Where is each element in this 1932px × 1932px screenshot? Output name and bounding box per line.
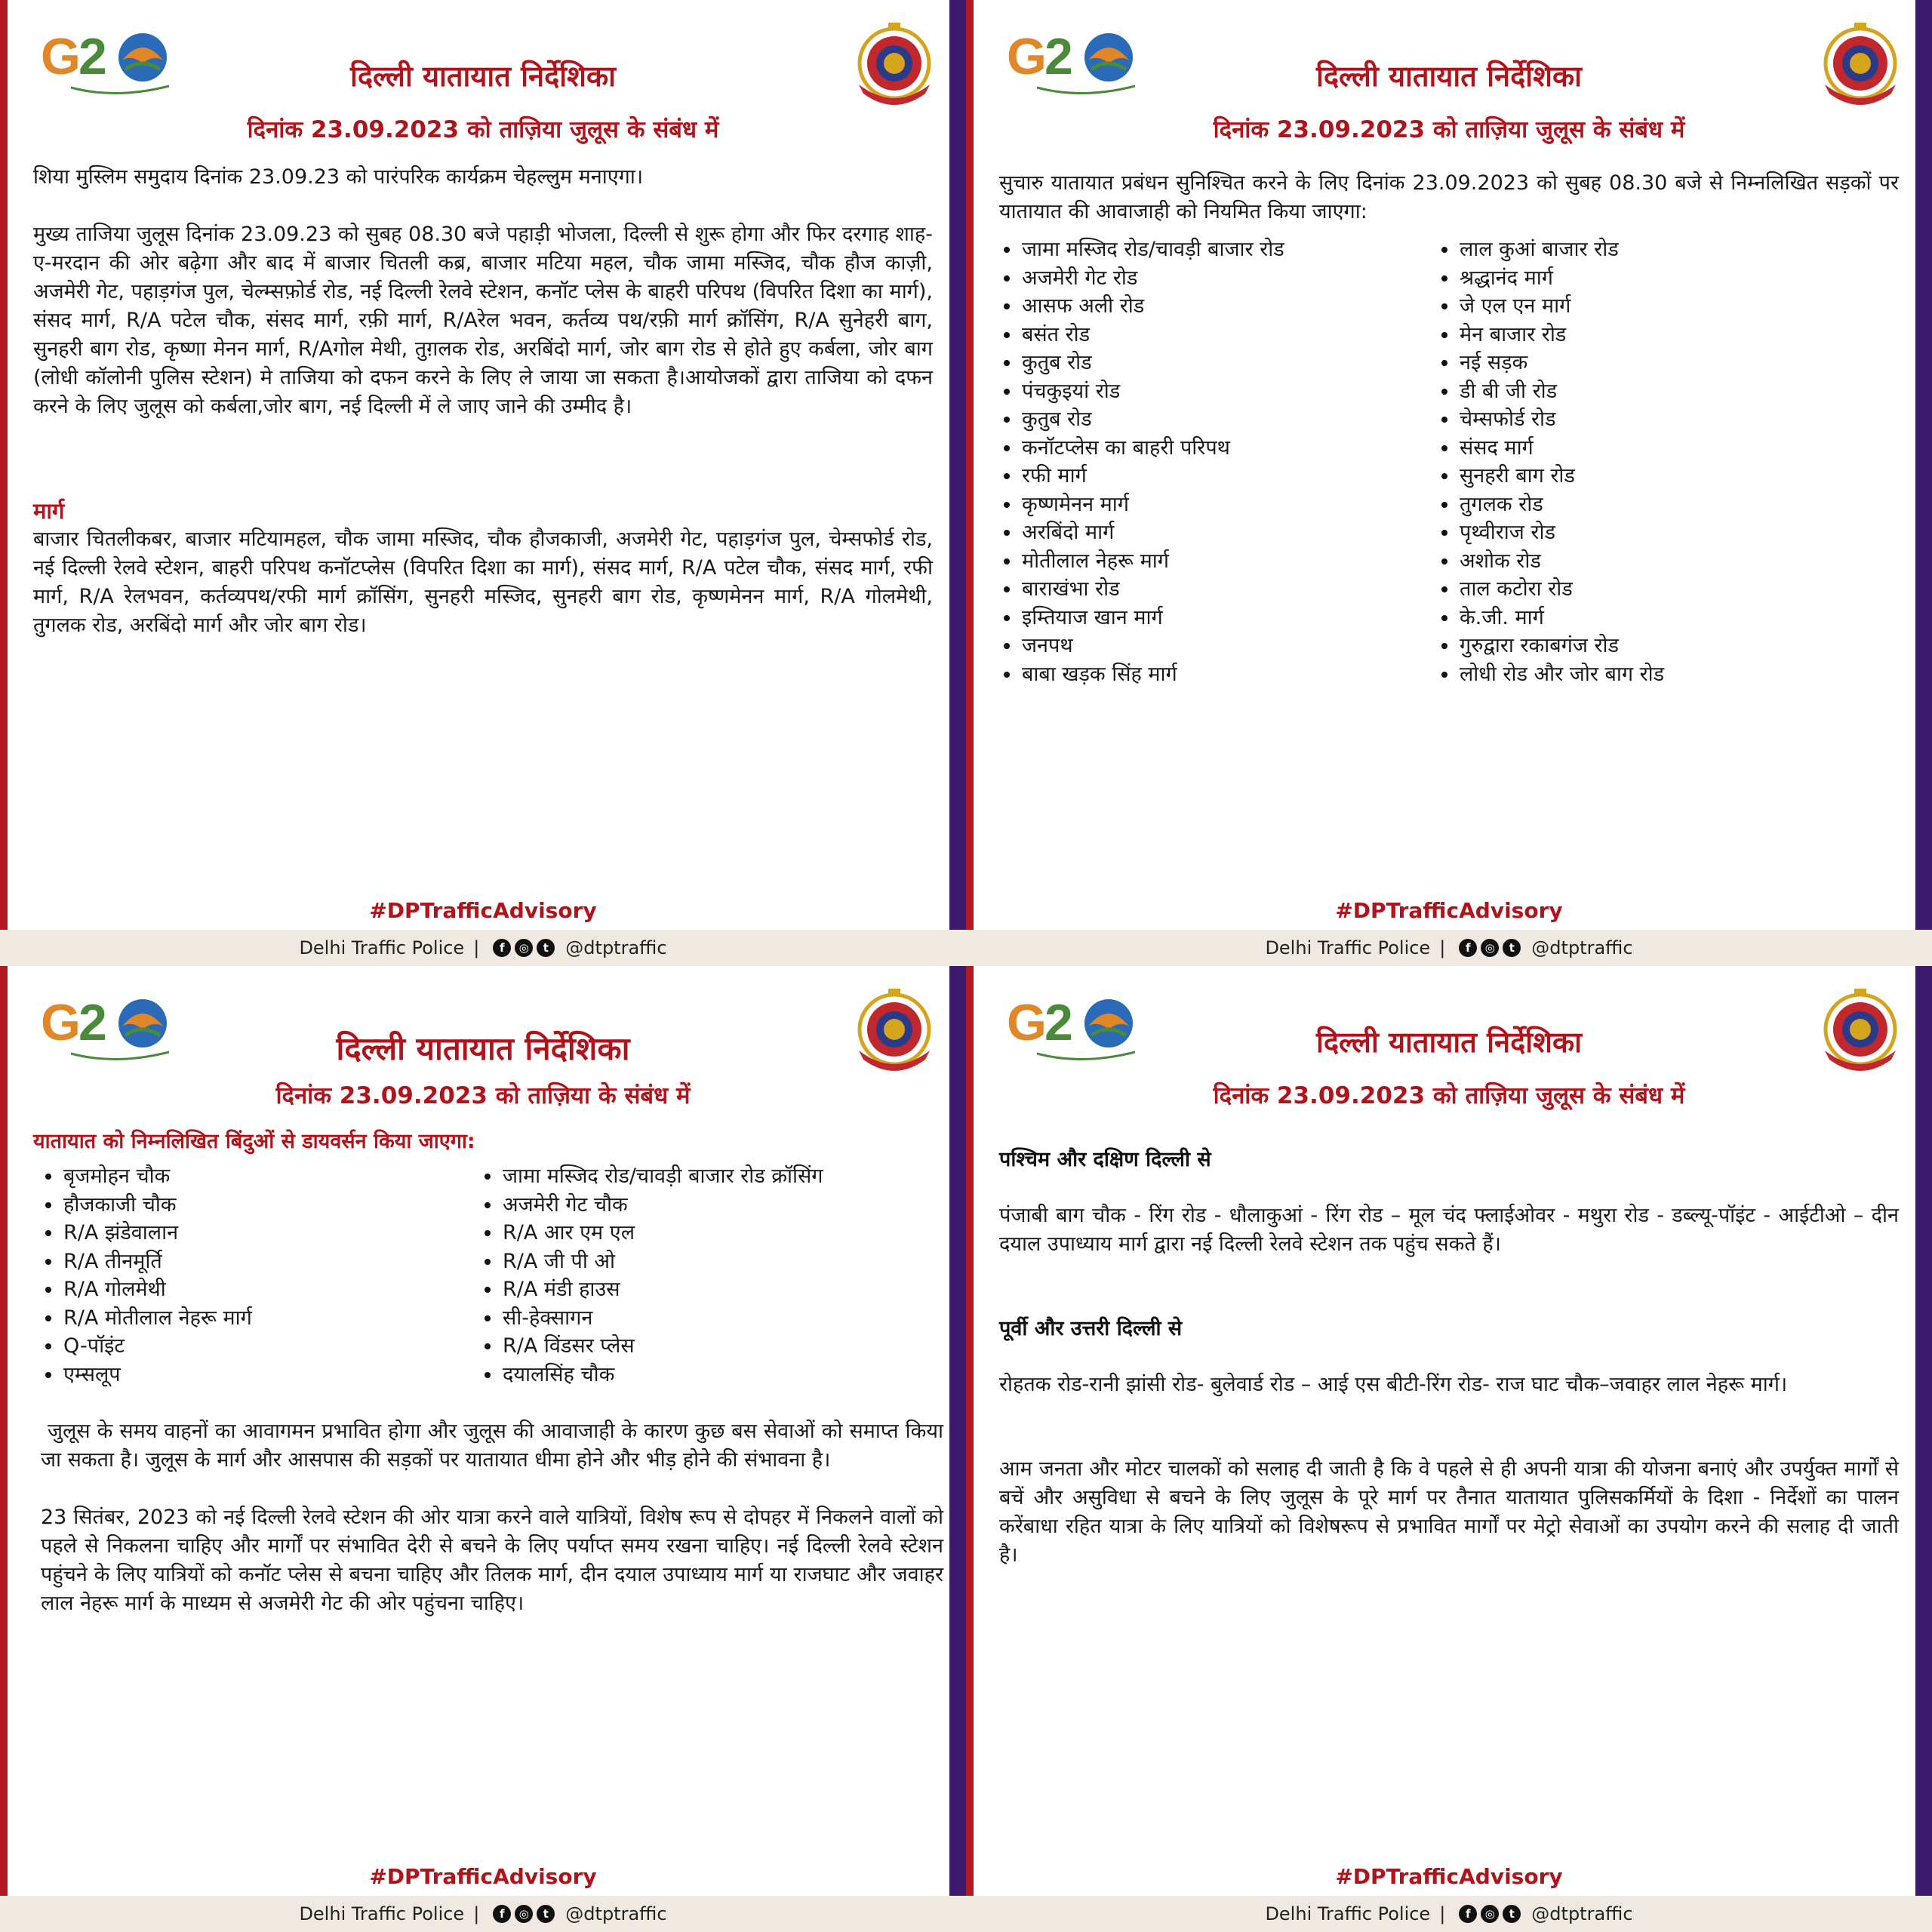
road-list-item: अरबिंदो मार्ग	[999, 518, 1437, 547]
route-text: बाजार चितलीकबर, बाजार मटियामहल, चौक जामा मस्जिद, चौक हौजकाजी, अजमेरी गेट, पहाड़गंज पुल, चेम्सफोर्ड रोड, नई दिल्ली रेलवे स्टेशन, बाहरी परिपथ कनॉटप्लेस (विपरित दिशा का मार्ग), संसद मार्ग, R/A पटेल चौक, संसद मार्ग, रफी मार्ग, R/A रेलभवन, कर्तव्यपथ/रफी मार्ग क्रॉसिंग, सुनहरी मस्जिद, सुनहरी बाग रोड, कृष्णमेनन मार्ग, R/A गोलमेथी, तुगलक रोड, अरबिंदो मार्ग और जोर बाग रोड।	[33, 528, 933, 637]
procession-text: मुख्य ताजिया जुलूस दिनांक 23.09.23 को सुबह 08.30 बजे पहाड़ी भोजला, दिल्ली से शुरू होगा और फिर दरगाह शाह-ए-मरदान की ओर बढ़ेगा और बाद में बाजार चितली कब्र, बाजार मटिया महल, चौक जामा मस्जिद, चौक हौज काज़ी, अजमेरी गेट, पहाड़गंज पुल, चेल्म्सफ़ोर्ड रोड, नई दिल्ली रेलवे स्टेशन, कनॉट प्लेस के बाहरी परिपथ (विपरित दिशा का मार्ग), संसद मार्ग, R/A पटेल चौक, संसद मार्ग, रफ़ी मार्ग, R/Aरेल भवन, कर्तव्य पथ/रफ़ी मार्ग क्रॉसिंग, R/A सुनेहरी बाग, सुनहरी बाग रोड, कृष्णा मेनन मार्ग, R/Aगोल मेथी, तुग़लक रोड, अरबिंदो मार्ग, जोर बाग रोड से होते हुए कर्बला, जोर बाग (लोधी कॉलोनी पुलिस स्टेशन) मे ताजिया को दफन करने के लिए ले जाया जा सकता है।आयोजकों द्वारा ताजिया को दफन करने के लिए जुलूस को कर्बला,जोर बाग, नई दिल्ली में ले जाए जाने की उम्मीद है।	[33, 223, 933, 418]
footer	[0, 930, 966, 966]
instagram-icon[interactable]: ◎	[1481, 1905, 1499, 1923]
road-list-item: बाबा खड़क सिंह मार्ग	[999, 660, 1437, 689]
footer-name: Delhi Traffic Police	[1265, 937, 1431, 958]
road-list-item: पृथ्वीराज रोड	[1437, 518, 1664, 547]
page-subtitle: दिनांक 23.09.2023 को ताज़िया जुलूस के संबंध में	[247, 116, 719, 143]
diversion-point-item: R/A तीनमूर्ति	[41, 1247, 480, 1276]
public-advice-text: आम जनता और मोटर चालकों को सलाह दी जाती है कि वे पहले से ही अपनी यात्रा की योजना बनाएं और उपर्युक्त मार्गों से बचें और असुविधा से बचने के लिए जुलूस के पूरे मार्ग पर तैनात यातायात पुलिसकर्मियों के दिशा - निर्देशों का पालन करेंबाधा रहित यात्रा के लिए यात्रियों को विशेषरूप से प्रभावित मार्गों पर मेट्रो सेवाओं का उपयोग करने की सलाह दी जाती है।	[999, 1457, 1900, 1567]
road-list-item: श्रद्धानंद मार्ग	[1437, 264, 1664, 293]
diversion-point-item: जामा मस्जिद रोड/चावड़ी बाजार रोड क्रॉसिंग	[480, 1162, 823, 1191]
page-title: दिल्ली यातायात निर्देशिका	[336, 1030, 630, 1067]
diversion-point-item: अजमेरी गेट चौक	[480, 1191, 823, 1220]
roads-right-column	[1437, 235, 1664, 688]
diversion-point-item: R/A गोलमेथी	[41, 1275, 480, 1304]
road-list-item: संसद मार्ग	[1437, 434, 1664, 463]
road-list-item: कनॉटप्लेस का बाहरी परिपथ	[999, 434, 1437, 463]
railway-advice-text: 23 सितंबर, 2023 को नई दिल्ली रेलवे स्टेशन की ओर यात्रा करने वाले यात्रियों, विशेष रूप से दोपहर में निकलने वालों को पहले से निकलना चाहिए और मार्गों पर संभावित देरी से बचने के लिए पर्याप्त समय रखना चाहिए। नई दिल्ली रेलवे स्टेशन पहुंचने के लिए यात्रियों को कनॉट प्लेस से बचना चाहिए और तिलक मार्ग, दीन दयाल उपाध्याय मार्ग या राजघाट और जवाहर लाल नेहरू मार्ग के माध्यम से अजमेरी गेट की ओर पहुंचना चाहिए।	[41, 1506, 943, 1615]
social-icons	[1459, 1905, 1521, 1923]
twitter-icon[interactable]: t	[537, 1905, 555, 1923]
footer-separator: |	[473, 1903, 480, 1924]
road-list-item: चेम्सफोर्ड रोड	[1437, 405, 1664, 434]
road-list-item: मेन बाजार रोड	[1437, 321, 1664, 349]
page-subtitle: दिनांक 23.09.2023 को ताज़िया के संबंध में	[275, 1082, 691, 1109]
diversion-point-item: Q-पॉइंट	[41, 1332, 480, 1361]
diversion-point-item: R/A आर एम एल	[480, 1219, 823, 1247]
panel1-body	[33, 163, 933, 640]
west-south-heading: पश्चिम और दक्षिण दिल्ली से	[999, 1148, 1211, 1171]
diversion-point-item: बृजमोहन चौक	[41, 1162, 480, 1191]
footer-handle[interactable]: @dtptraffic	[565, 937, 667, 958]
instagram-icon[interactable]: ◎	[515, 1905, 533, 1923]
road-list-item: के.जी. मार्ग	[1437, 604, 1664, 632]
panel2-body	[999, 169, 1899, 688]
footer	[966, 930, 1932, 966]
road-list-item: पंचकुइयां रोड	[999, 377, 1437, 406]
roads-left-column	[999, 235, 1437, 688]
instagram-icon[interactable]: ◎	[1481, 939, 1499, 957]
road-list-item: जनपथ	[999, 632, 1437, 660]
road-list-item: डी बी जी रोड	[1437, 377, 1664, 406]
footer-separator: |	[473, 937, 480, 958]
diversion-point-item: एम्सलूप	[41, 1361, 480, 1389]
east-north-heading: पूर्वी और उत्तरी दिल्ली से	[999, 1317, 1183, 1340]
footer-handle[interactable]: @dtptraffic	[1531, 937, 1633, 958]
road-list-item: गुरुद्वारा रकाबगंज रोड	[1437, 632, 1664, 660]
hashtag[interactable]: #DPTrafficAdvisory	[1335, 1864, 1563, 1889]
twitter-icon[interactable]: t	[1503, 1905, 1521, 1923]
social-icons	[1459, 939, 1521, 957]
road-list-item: कुतुब रोड	[999, 349, 1437, 377]
east-north-route: रोहतक रोड-रानी झांसी रोड- बुलेवार्ड रोड – आई एस बीटी-रिंग रोड- राज घाट चौक–जवाहर लाल नेहरू मार्ग।	[999, 1373, 1788, 1396]
diversion-point-item: R/A झंडेवालान	[41, 1219, 480, 1247]
road-list-item: नई सड़क	[1437, 349, 1664, 377]
footer-separator: |	[1439, 1903, 1446, 1924]
footer-handle[interactable]: @dtptraffic	[565, 1903, 667, 1924]
twitter-icon[interactable]: t	[1503, 939, 1521, 957]
west-south-route: पंजाबी बाग चौक - रिंग रोड - धौलाकुआं - रिंग रोड – मूल चंद फ्लाईओवर - मथुरा रोड - डब्ल्यू-पॉइंट - आईटीओ – दीन दयाल उपाध्याय मार्ग द्वारा नई दिल्ली रेलवे स्टेशन तक पहुंच सकते हैं।	[999, 1204, 1899, 1256]
page-subtitle: दिनांक 23.09.2023 को ताज़िया जुलूस के संबंध में	[1213, 116, 1685, 143]
page-subtitle: दिनांक 23.09.2023 को ताज़िया जुलूस के संबंध में	[1213, 1082, 1685, 1109]
points-left-column	[41, 1162, 480, 1389]
diversion-point-item: R/A मंडी हाउस	[480, 1275, 823, 1304]
points-right-column	[480, 1162, 823, 1389]
road-list-item: अशोक रोड	[1437, 547, 1664, 576]
regulated-roads-list	[999, 235, 1899, 688]
road-list-item: बाराखंभा रोड	[999, 575, 1437, 604]
road-list-item: कुतुब रोड	[999, 405, 1437, 434]
regulation-intro: सुचारु यातायात प्रबंधन सुनिश्चित करने के लिए दिनांक 23.09.2023 को सुबह 08.30 बजे से निम्नलिखित सड़कों पर यातायात की आवाजाही को नियमित किया जाएगा:	[999, 171, 1899, 223]
advisory-panel-3	[0, 966, 966, 1932]
hashtag[interactable]: #DPTrafficAdvisory	[1335, 898, 1563, 923]
diversion-point-item: सी-हेक्सागन	[480, 1304, 823, 1333]
advisory-panel-4	[966, 966, 1932, 1932]
footer-name: Delhi Traffic Police	[1265, 1903, 1431, 1924]
diversion-point-item: हौजकाजी चौक	[41, 1191, 480, 1220]
diversion-point-item: R/A जी पी ओ	[480, 1247, 823, 1276]
footer	[0, 1896, 966, 1932]
intro-text: शिया मुस्लिम समुदाय दिनांक 23.09.23 को पारंपरिक कार्यक्रम चेहल्लुम मनाएगा।	[33, 165, 644, 189]
social-icons	[493, 1905, 555, 1923]
road-list-item: बसंत रोड	[999, 321, 1437, 349]
road-list-item: इम्तियाज खान मार्ग	[999, 604, 1437, 632]
facebook-icon[interactable]: f	[1459, 939, 1477, 957]
road-list-item: कृष्णमेनन मार्ग	[999, 491, 1437, 519]
road-list-item: लाल कुआं बाजार रोड	[1437, 235, 1664, 264]
page-title: दिल्ली यातायात निर्देशिका	[350, 60, 616, 93]
social-icons	[493, 939, 555, 957]
diversion-point-item: दयालसिंह चौक	[480, 1361, 823, 1389]
road-list-item: रफी मार्ग	[999, 462, 1437, 491]
road-list-item: सुनहरी बाग रोड	[1437, 462, 1664, 491]
road-list-item: अजमेरी गेट रोड	[999, 264, 1437, 293]
road-list-item: ताल कटोरा रोड	[1437, 575, 1664, 604]
road-list-item: लोधी रोड और जोर बाग रोड	[1437, 660, 1664, 689]
page-title: दिल्ली यातायात निर्देशिका	[1316, 60, 1582, 93]
route-heading: मार्ग	[33, 498, 65, 524]
page-title: दिल्ली यातायात निर्देशिका	[1316, 1026, 1582, 1059]
footer-separator: |	[1439, 937, 1446, 958]
diversion-points-list	[41, 1162, 943, 1389]
facebook-icon[interactable]: f	[1459, 1905, 1477, 1923]
hashtag[interactable]: #DPTrafficAdvisory	[369, 1864, 597, 1889]
twitter-icon[interactable]: t	[537, 939, 555, 957]
panel4-body	[999, 1146, 1899, 1570]
diversion-point-item: R/A विंडसर प्लेस	[480, 1332, 823, 1361]
facebook-icon[interactable]: f	[493, 939, 511, 957]
road-list-item: जामा मस्जिद रोड/चावड़ी बाजार रोड	[999, 235, 1437, 264]
hashtag[interactable]: #DPTrafficAdvisory	[369, 898, 597, 923]
footer	[966, 1896, 1932, 1932]
road-list-item: मोतीलाल नेहरू मार्ग	[999, 547, 1437, 576]
diversion-point-item: R/A मोतीलाल नेहरू मार्ग	[41, 1304, 480, 1333]
road-list-item: आसफ अली रोड	[999, 292, 1437, 321]
road-list-item: तुगलक रोड	[1437, 491, 1664, 519]
footer-handle[interactable]: @dtptraffic	[1531, 1903, 1633, 1924]
panel3-body	[33, 1128, 950, 1618]
facebook-icon[interactable]: f	[493, 1905, 511, 1923]
road-list-item: जे एल एन मार्ग	[1437, 292, 1664, 321]
advisory-panel-2	[966, 0, 1932, 966]
advisory-panel-1	[0, 0, 966, 966]
impact-text: जुलूस के समय वाहनों का आवागमन प्रभावित होगा और जुलूस की आवाजाही के कारण कुछ बस सेवाओं को समाप्त किया जा सकता है। जुलूस के मार्ग और आसपास की सड़कों पर यातायात धीमा होने और भीड़ होने की संभावना है।	[41, 1420, 950, 1472]
footer-name: Delhi Traffic Police	[299, 937, 465, 958]
footer-name: Delhi Traffic Police	[299, 1903, 465, 1924]
instagram-icon[interactable]: ◎	[515, 939, 533, 957]
diversion-heading: यातायात को निम्नलिखित बिंदुओं से डायवर्सन किया जाएगा:	[33, 1130, 475, 1153]
